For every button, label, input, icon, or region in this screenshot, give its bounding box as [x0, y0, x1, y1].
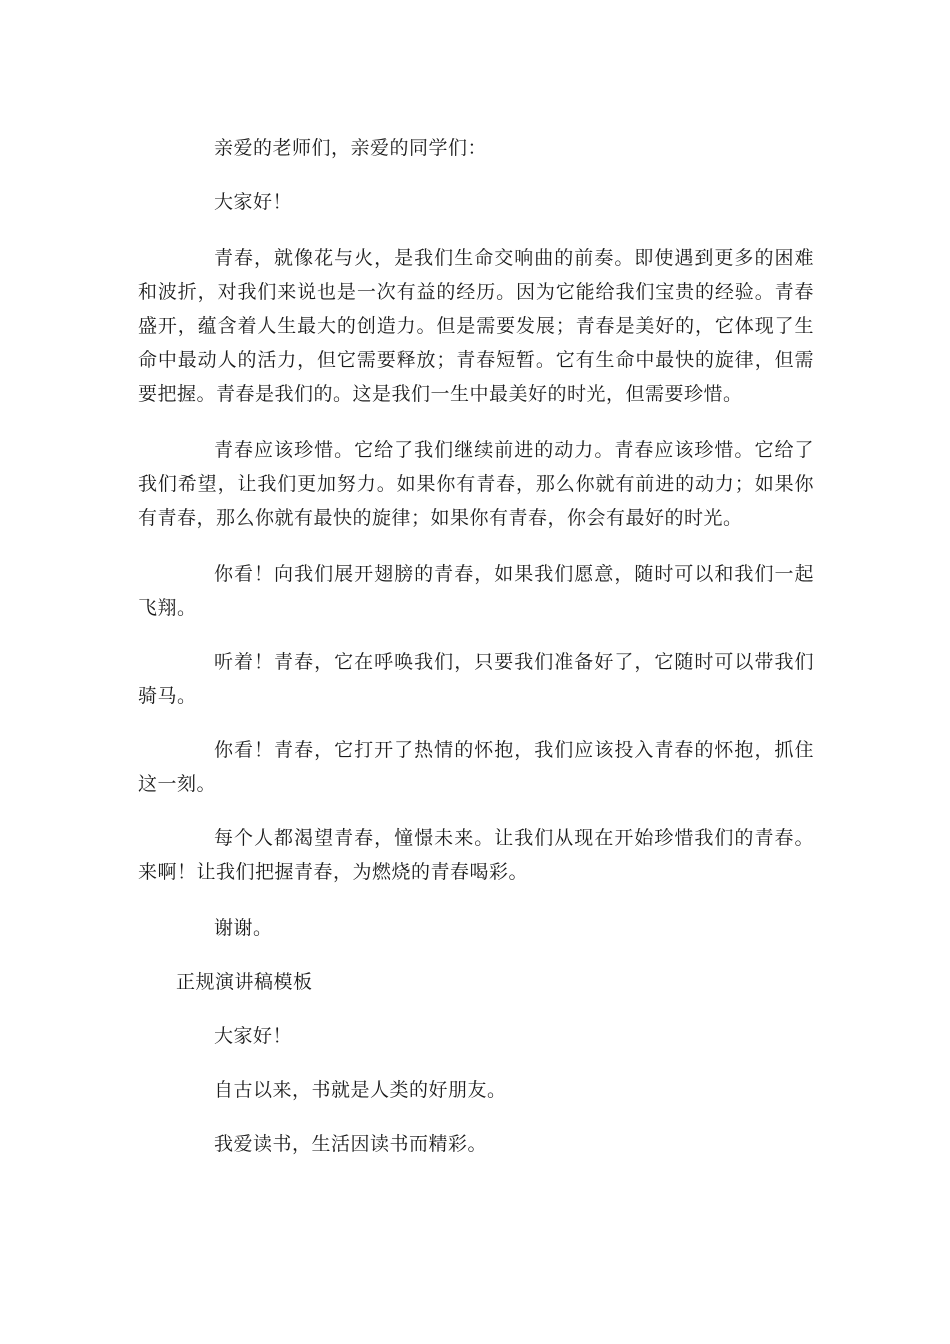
section-paragraph-love-reading: 我爱读书，生活因读书而精彩。	[214, 1133, 488, 1155]
paragraph-everyone-longs: 每个人都渴望青春，憧憬未来。让我们从现在开始珍惜我们的青春。来啊！让我们把握青春，为燃烧的青春喝彩。	[138, 827, 814, 883]
document-body	[138, 131, 814, 1181]
section-title: 正规演讲稿模板	[176, 971, 313, 993]
paragraph-listen-calling: 听着！青春，它在呼唤我们，只要我们准备好了，它随时可以带我们骑马。	[138, 651, 814, 707]
paragraph-look-wings: 你看！向我们展开翅膀的青春，如果我们愿意，随时可以和我们一起飞翔。	[138, 563, 814, 619]
paragraph-look-embrace: 你看！青春，它打开了热情的怀抱，我们应该投入青春的怀抱，抓住这一刻。	[138, 739, 814, 795]
thanks-line: 谢谢。	[214, 917, 273, 939]
paragraph-youth-intro: 青春，就像花与火，是我们生命交响曲的前奏。即使遇到更多的困难和波折，对我们来说也是一次有益的经历。因为它能给我们宝贵的经验。青春盛开，蕴含着人生最大的创造力。但是需要发展；青春是美好的，它体现了生命中最动人的活力，但它需要释放；青春短暂。它有生命中最快的旋律，但需要把握。青春是我们的。这是我们一生中最美好的时光，但需要珍惜。	[138, 247, 814, 405]
hello-line: 大家好！	[214, 191, 293, 213]
paragraph-cherish-youth: 青春应该珍惜。它给了我们继续前进的动力。青春应该珍惜。它给了我们希望，让我们更加努力。如果你有青春，那么你就有前进的动力；如果你有青春，那么你就有最快的旋律；如果你有青春，你会有最好的时光。	[138, 439, 814, 529]
section-hello-line: 大家好！	[214, 1025, 293, 1047]
greeting: 亲爱的老师们，亲爱的同学们：	[214, 137, 488, 159]
section-paragraph-books-friends: 自古以来，书就是人类的好朋友。	[214, 1079, 507, 1101]
